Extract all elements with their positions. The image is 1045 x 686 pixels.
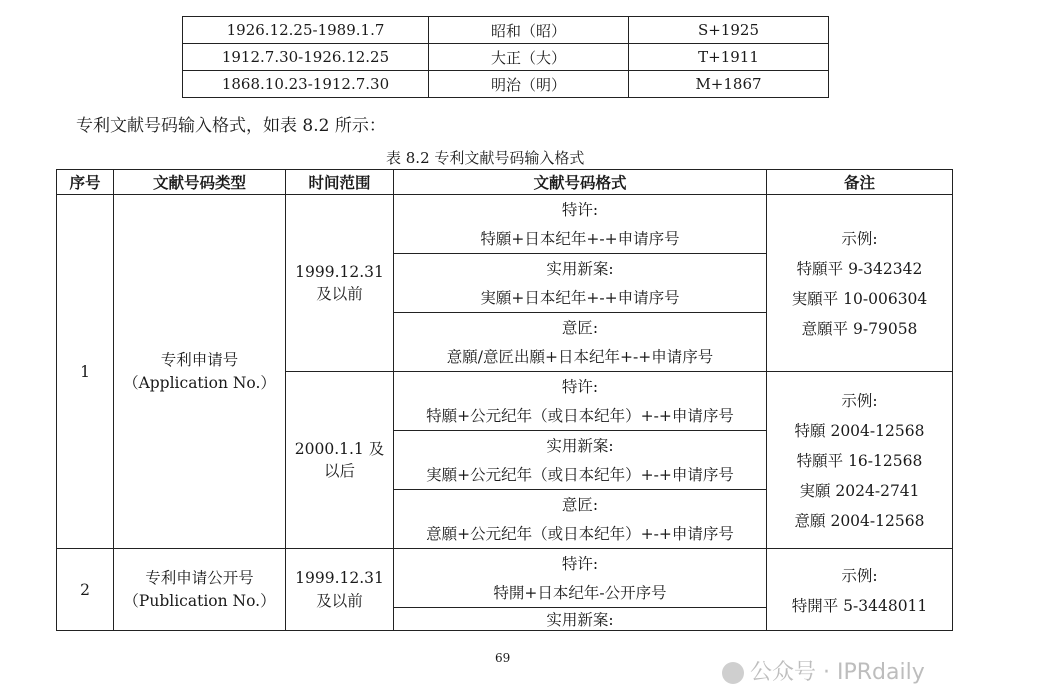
example-line: 特願平 9-342342 <box>796 260 923 278</box>
format-label: 特许: <box>394 372 767 401</box>
format-label: 特许: <box>394 195 767 224</box>
table-row <box>57 195 953 224</box>
era-range: 1926.12.25-1989.1.7 <box>183 17 429 44</box>
period-line: 1999.12.31 <box>295 262 384 281</box>
format-text: 実願+公元纪年（或日本纪年）+-+申请序号 <box>394 459 767 490</box>
era-code: T+1911 <box>629 44 829 71</box>
page-number: 69 <box>495 651 511 665</box>
period-line: 1999.12.31 <box>295 569 384 588</box>
patent-number-format-table <box>56 169 953 631</box>
period-line: 及以前 <box>316 285 363 303</box>
row-index: 1 <box>57 195 114 549</box>
note-title: 示例: <box>841 230 878 248</box>
header-period: 时间范围 <box>286 170 394 195</box>
format-label: 实用新案: <box>394 608 767 631</box>
format-text: 意願+公元纪年（或日本纪年）+-+申请序号 <box>394 518 767 549</box>
wechat-icon <box>722 662 744 684</box>
example-line: 実願 2024-2741 <box>799 482 920 500</box>
doc-type-en: （Application No.） <box>123 373 276 392</box>
era-table <box>182 16 829 98</box>
example-line: 意願平 9-79058 <box>801 320 918 338</box>
period-cell <box>286 195 394 372</box>
era-range: 1912.7.30-1926.12.25 <box>183 44 429 71</box>
era-row <box>183 17 829 44</box>
example-line: 意願 2004-12568 <box>794 512 925 530</box>
format-text: 特願+日本纪年+-+申请序号 <box>394 223 767 254</box>
format-label: 特许: <box>394 549 767 578</box>
format-label: 意匠: <box>394 490 767 519</box>
format-text: 実願+日本纪年+-+申请序号 <box>394 282 767 313</box>
header-format: 文献号码格式 <box>394 170 767 195</box>
example-line: 実願平 10-006304 <box>791 290 928 308</box>
period-line: 及以前 <box>316 591 363 610</box>
format-text: 特願+公元纪年（或日本纪年）+-+申请序号 <box>394 400 767 431</box>
doc-type-cn: 专利申请号 <box>160 351 239 370</box>
example-line: 特願 2004-12568 <box>794 422 925 440</box>
header-index: 序号 <box>57 170 114 195</box>
row-index: 2 <box>57 549 114 631</box>
format-label: 实用新案: <box>394 431 767 460</box>
watermark <box>722 655 925 686</box>
header-row <box>57 170 953 195</box>
watermark-text: 公众号 · IPRdaily <box>750 660 925 685</box>
format-label: 意匠: <box>394 313 767 342</box>
period-cell <box>286 372 394 549</box>
doc-type-en: （Publication No.） <box>123 591 276 610</box>
doc-type-cell <box>114 195 286 549</box>
era-name: 明治（明） <box>429 71 629 98</box>
example-line: 特開平 5-3448011 <box>791 596 928 615</box>
note-title: 示例: <box>841 392 878 410</box>
format-text: 意願/意匠出願+日本纪年+-+申请序号 <box>394 341 767 372</box>
table-row <box>57 549 953 578</box>
format-label: 实用新案: <box>394 254 767 283</box>
note-cell <box>767 195 953 372</box>
period-line: 2000.1.1 及 <box>294 439 385 458</box>
header-note: 备注 <box>767 170 953 195</box>
doc-type-cn: 专利申请公开号 <box>145 569 254 588</box>
note-cell <box>767 372 953 549</box>
era-range: 1868.10.23-1912.7.30 <box>183 71 429 98</box>
header-type: 文献号码类型 <box>114 170 286 195</box>
era-code: M+1867 <box>629 71 829 98</box>
note-title: 示例: <box>841 566 878 585</box>
era-name: 大正（大） <box>429 44 629 71</box>
example-line: 特願平 16-12568 <box>796 452 923 470</box>
era-row <box>183 44 829 71</box>
intro-paragraph: 专利文献号码输入格式，如表 8.2 所示： <box>76 116 386 136</box>
doc-type-cell <box>114 549 286 631</box>
era-code: S+1925 <box>629 17 829 44</box>
era-row <box>183 71 829 98</box>
period-line: 以后 <box>323 462 355 480</box>
period-cell <box>286 549 394 631</box>
era-name: 昭和（昭） <box>429 17 629 44</box>
table-caption: 表 8.2 专利文献号码输入格式 <box>386 149 585 167</box>
format-text: 特開+日本纪年-公开序号 <box>394 577 767 608</box>
note-cell <box>767 549 953 631</box>
